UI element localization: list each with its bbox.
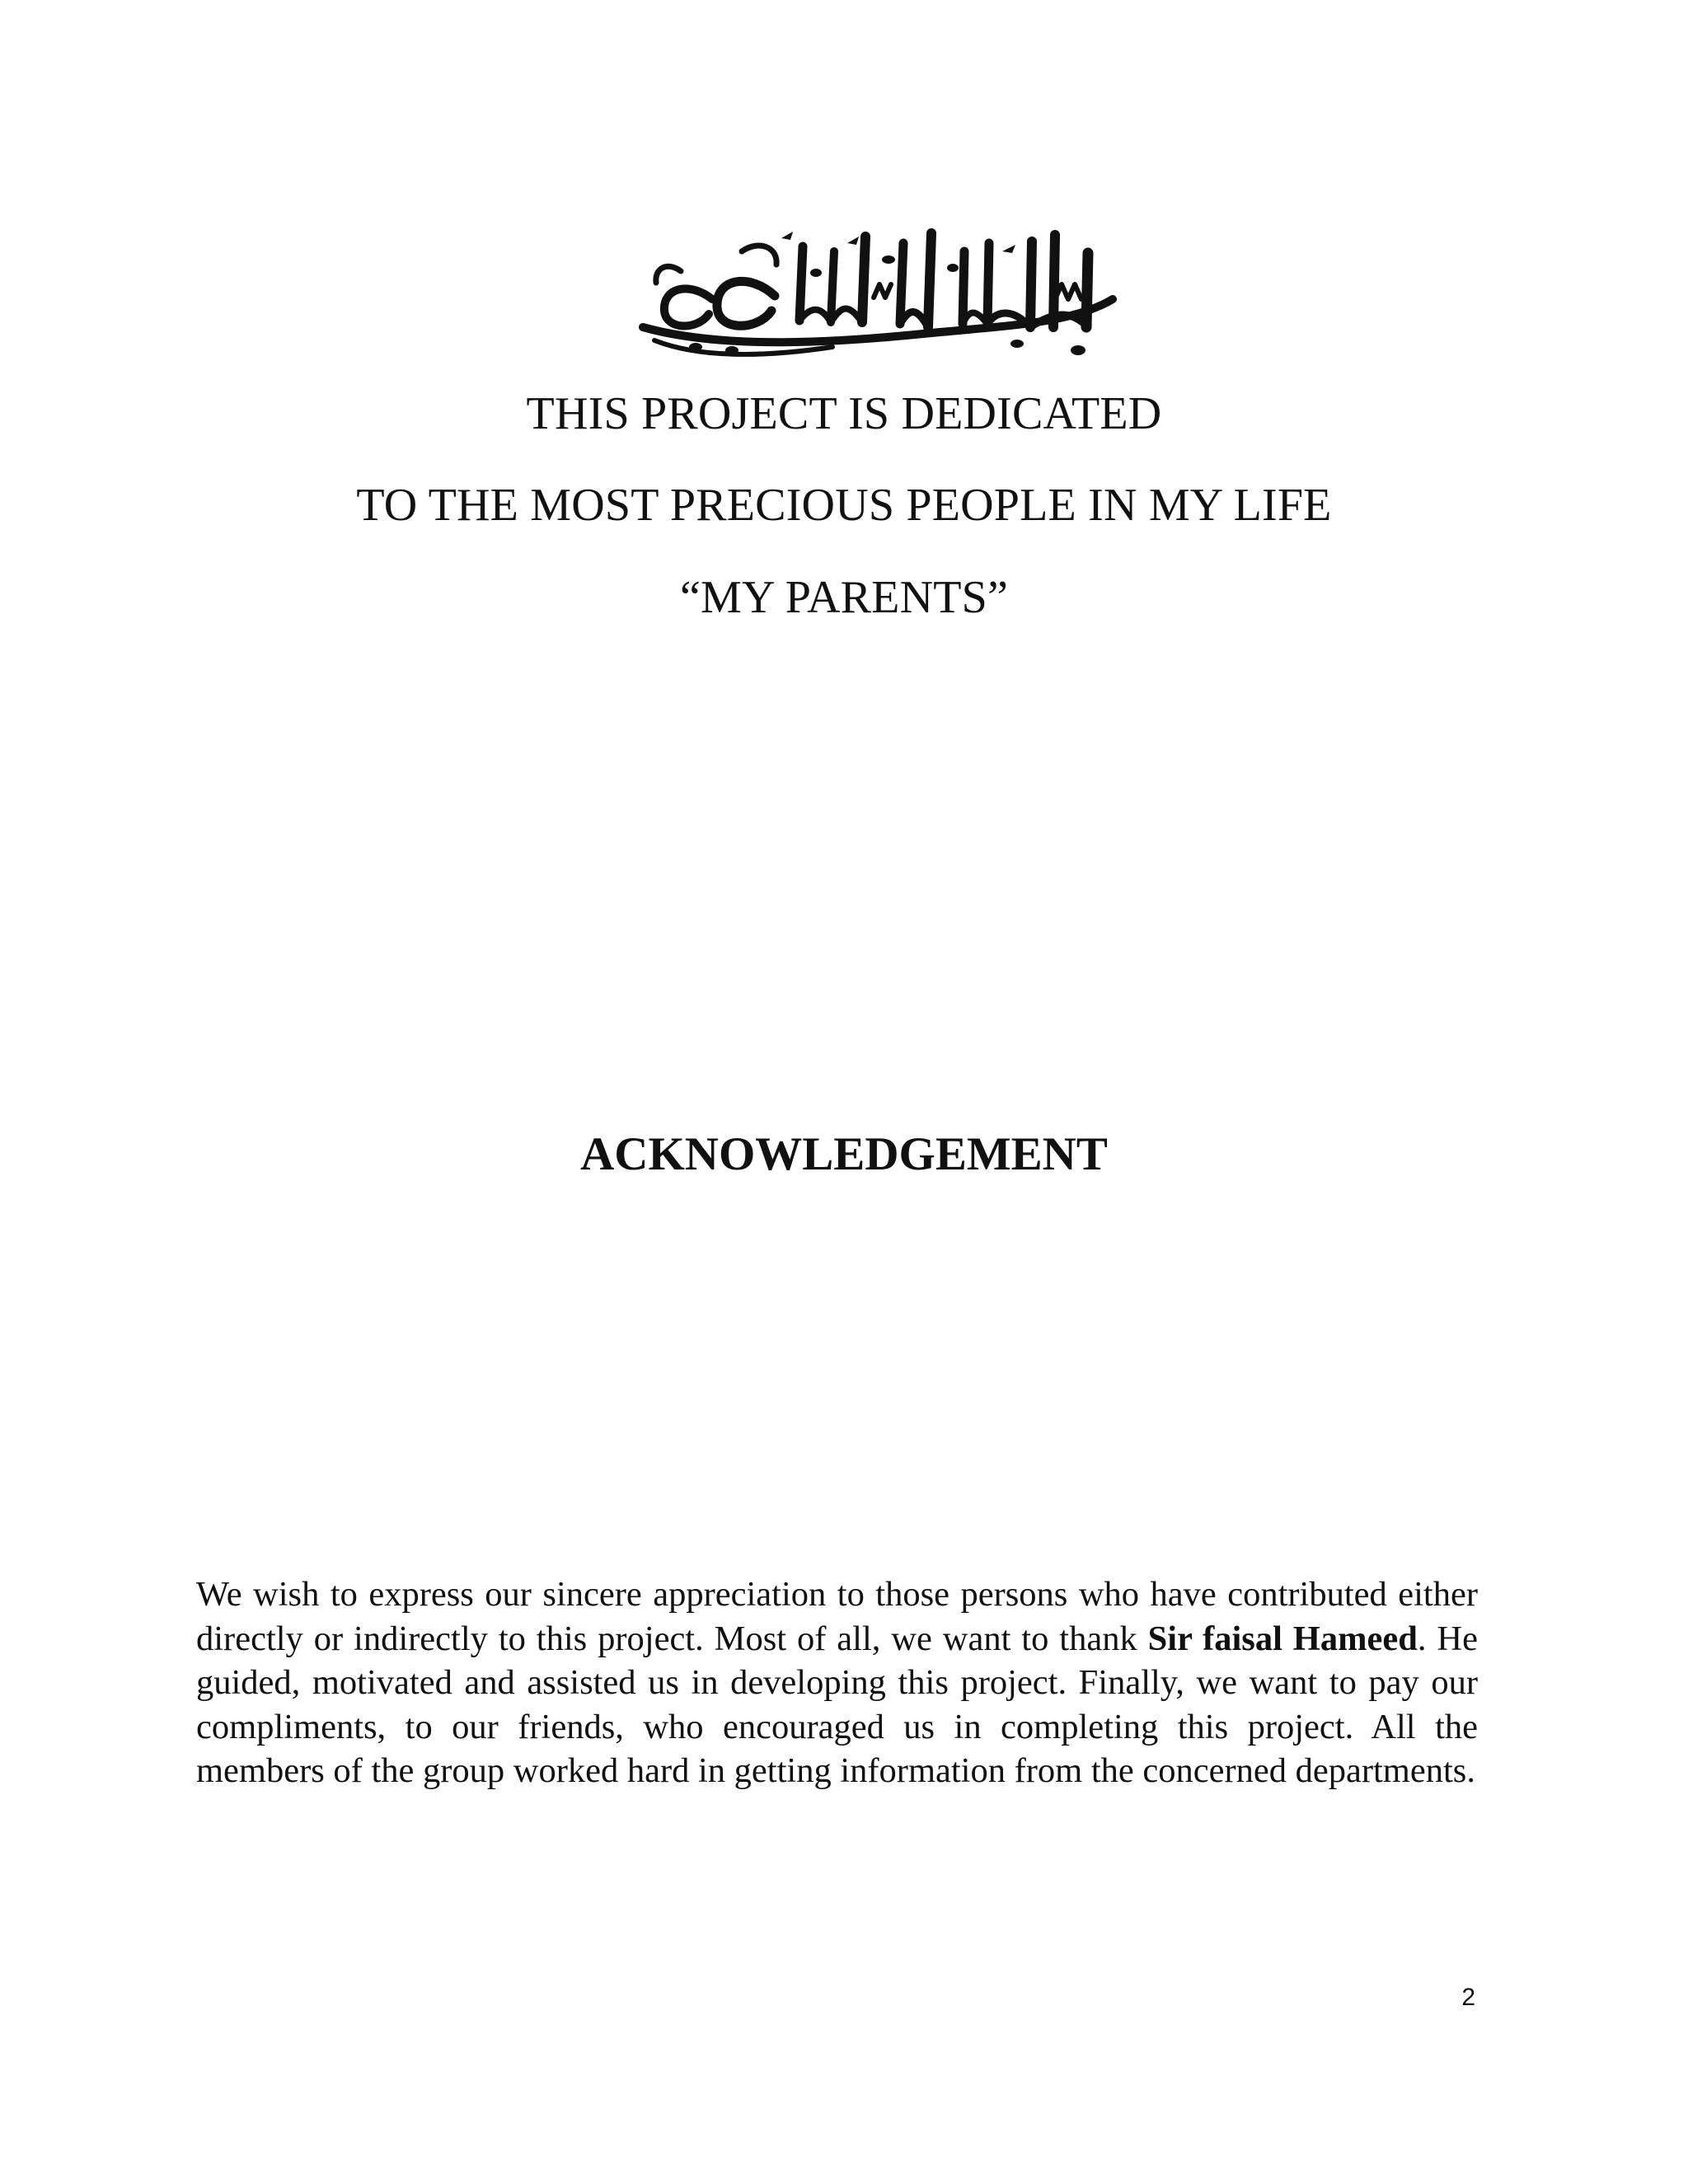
dedication-line-1: THIS PROJECT IS DEDICATED bbox=[526, 388, 1162, 439]
bismillah-calligraphy-icon bbox=[626, 218, 1129, 367]
acknowledgement-text-part-1: We wish to express our sincere appreciation to those persons who have contributed either directly or indirectly to this project. Most of all, we want to thank bbox=[196, 1575, 1478, 1658]
dedication-line-3: “MY PARENTS” bbox=[679, 572, 1009, 623]
dedication-line-2: TO THE MOST PRECIOUS PEOPLE IN MY LIFE bbox=[356, 480, 1332, 531]
acknowledgement-heading: ACKNOWLEDGEMENT bbox=[580, 1128, 1108, 1180]
acknowledgement-text-part-2: . He guided, motivated and assisted us in developing this project. Finally, we want to pay our compliments, to our friends, who encouraged us in completing this project. All the members of the group worked hard in getting information from the concerned departments. bbox=[196, 1619, 1478, 1790]
supervisor-name: Sir faisal Hameed bbox=[1147, 1619, 1418, 1658]
acknowledgement-paragraph bbox=[196, 1572, 1478, 1793]
page-number: 2 bbox=[1461, 1984, 1475, 2011]
